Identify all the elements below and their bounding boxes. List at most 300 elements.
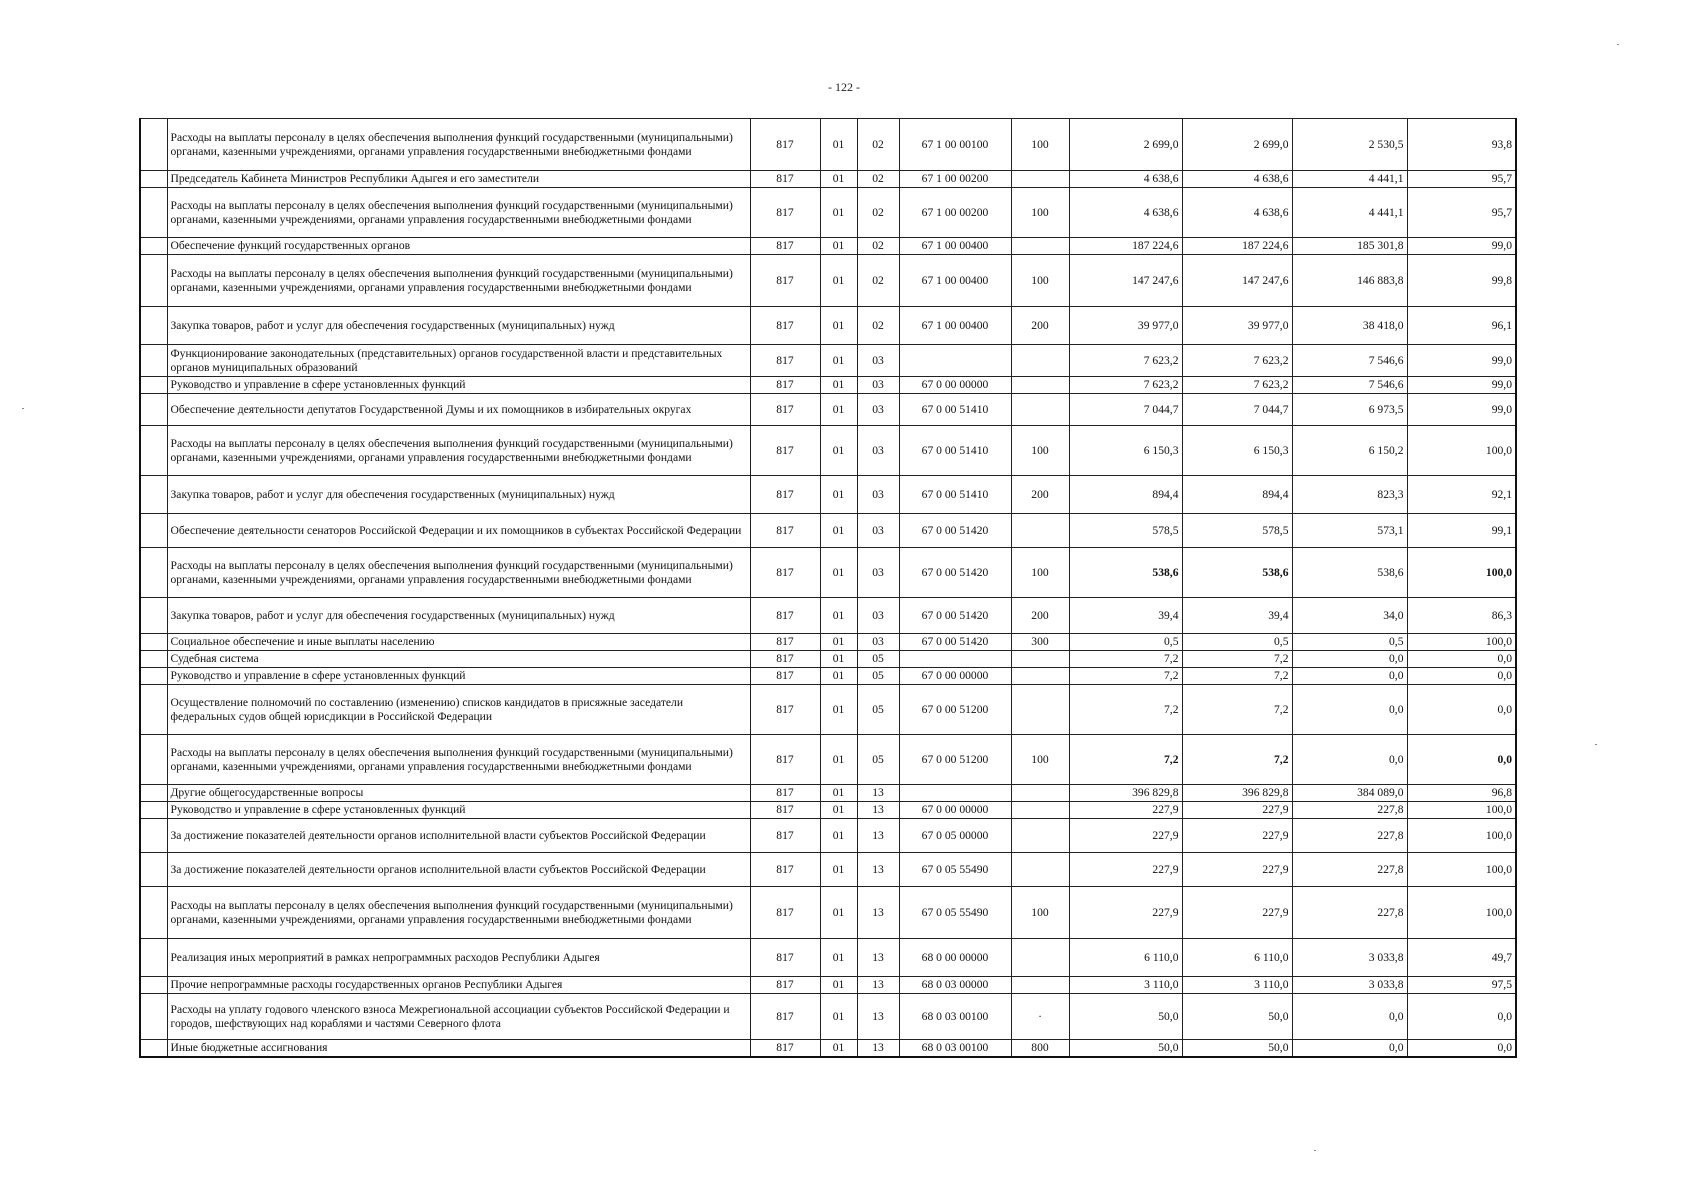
expense-type-cell: 100 xyxy=(1011,887,1069,939)
section-code-cell: 01 xyxy=(820,685,857,735)
department-code-cell: 817 xyxy=(750,785,820,802)
executed-amount-cell: 4 441,1 xyxy=(1292,171,1407,188)
section-code-cell: 01 xyxy=(820,307,857,345)
execution-percent-cell: 100,0 xyxy=(1407,802,1516,819)
expense-name-cell: Судебная система xyxy=(167,651,750,668)
table-row xyxy=(140,345,1516,377)
department-code-cell: 817 xyxy=(750,171,820,188)
plan-amount-cell: 6 150,3 xyxy=(1069,426,1182,476)
target-article-cell: 67 1 00 00400 xyxy=(899,238,1011,255)
executed-amount-cell: 0,0 xyxy=(1292,735,1407,785)
department-code-cell: 817 xyxy=(750,668,820,685)
subsection-code-cell: 13 xyxy=(857,853,899,887)
expense-name-cell: Прочие непрограммные расходы государственных органов Республики Адыгея xyxy=(167,977,750,994)
section-code-cell: 01 xyxy=(820,394,857,426)
table-row xyxy=(140,238,1516,255)
row-marker-cell xyxy=(140,476,167,514)
section-code-cell: 01 xyxy=(820,651,857,668)
plan-amount-cell: 7,2 xyxy=(1069,651,1182,668)
approved-amount-cell: 894,4 xyxy=(1182,476,1292,514)
executed-amount-cell: 34,0 xyxy=(1292,598,1407,634)
target-article-cell: 67 0 00 51200 xyxy=(899,685,1011,735)
table-row xyxy=(140,1040,1516,1058)
subsection-code-cell: 02 xyxy=(857,171,899,188)
target-article-cell: 67 0 00 51200 xyxy=(899,735,1011,785)
section-code-cell: 01 xyxy=(820,853,857,887)
subsection-code-cell: 02 xyxy=(857,119,899,171)
table-row xyxy=(140,307,1516,345)
execution-percent-cell: 100,0 xyxy=(1407,634,1516,651)
subsection-code-cell: 02 xyxy=(857,238,899,255)
table-row xyxy=(140,634,1516,651)
expense-type-cell: 100 xyxy=(1011,188,1069,238)
plan-amount-cell: 50,0 xyxy=(1069,1040,1182,1058)
executed-amount-cell: 0,0 xyxy=(1292,651,1407,668)
row-marker-cell xyxy=(140,598,167,634)
target-article-cell: 67 1 00 00200 xyxy=(899,171,1011,188)
row-marker-cell xyxy=(140,939,167,977)
target-article-cell: 67 0 00 51410 xyxy=(899,426,1011,476)
subsection-code-cell: 03 xyxy=(857,514,899,548)
executed-amount-cell: 0,0 xyxy=(1292,668,1407,685)
plan-amount-cell: 6 110,0 xyxy=(1069,939,1182,977)
approved-amount-cell: 227,9 xyxy=(1182,819,1292,853)
section-code-cell: 01 xyxy=(820,668,857,685)
approved-amount-cell: 147 247,6 xyxy=(1182,255,1292,307)
department-code-cell: 817 xyxy=(750,255,820,307)
approved-amount-cell: 227,9 xyxy=(1182,887,1292,939)
subsection-code-cell: 13 xyxy=(857,977,899,994)
department-code-cell: 817 xyxy=(750,188,820,238)
table-row xyxy=(140,853,1516,887)
department-code-cell: 817 xyxy=(750,994,820,1040)
expense-type-cell xyxy=(1011,514,1069,548)
expense-name-cell: За достижение показателей деятельности органов исполнительной власти субъектов Российской Федерации xyxy=(167,853,750,887)
table-row xyxy=(140,548,1516,598)
page-number: - 122 - xyxy=(828,80,860,94)
expense-name-cell: Закупка товаров, работ и услуг для обеспечения государственных (муниципальных) нужд xyxy=(167,307,750,345)
plan-amount-cell: 227,9 xyxy=(1069,853,1182,887)
plan-amount-cell: 147 247,6 xyxy=(1069,255,1182,307)
table-row xyxy=(140,785,1516,802)
execution-percent-cell: 96,8 xyxy=(1407,785,1516,802)
department-code-cell: 817 xyxy=(750,887,820,939)
expense-type-cell xyxy=(1011,819,1069,853)
execution-percent-cell: 0,0 xyxy=(1407,668,1516,685)
approved-amount-cell: 3 110,0 xyxy=(1182,977,1292,994)
approved-amount-cell: 396 829,8 xyxy=(1182,785,1292,802)
subsection-code-cell: 03 xyxy=(857,598,899,634)
row-marker-cell xyxy=(140,977,167,994)
expense-type-cell: 100 xyxy=(1011,119,1069,171)
execution-percent-cell: 99,0 xyxy=(1407,377,1516,394)
scan-speck xyxy=(1617,44,1619,45)
expense-type-cell xyxy=(1011,853,1069,887)
row-marker-cell xyxy=(140,514,167,548)
expense-name-cell: Обеспечение деятельности депутатов Государственной Думы и их помощников в избирательных округах xyxy=(167,394,750,426)
row-marker-cell xyxy=(140,819,167,853)
budget-table-body xyxy=(140,119,1516,1058)
row-marker-cell xyxy=(140,668,167,685)
section-code-cell: 01 xyxy=(820,819,857,853)
table-row xyxy=(140,819,1516,853)
plan-amount-cell: 7 623,2 xyxy=(1069,377,1182,394)
plan-amount-cell: 7,2 xyxy=(1069,685,1182,735)
expense-name-cell: Осуществление полномочий по составлению (изменению) списков кандидатов в присяжные заседатели федеральных судов общей юрисдикции в Российской Федерации xyxy=(167,685,750,735)
approved-amount-cell: 7 623,2 xyxy=(1182,345,1292,377)
subsection-code-cell: 13 xyxy=(857,887,899,939)
row-marker-cell xyxy=(140,188,167,238)
execution-percent-cell: 95,7 xyxy=(1407,188,1516,238)
expense-name-cell: Расходы на выплаты персоналу в целях обеспечения выполнения функций государственными (муниципальными) органами, казенными учреждениями, органами управления государственными внебюджетными фондами xyxy=(167,188,750,238)
executed-amount-cell: 384 089,0 xyxy=(1292,785,1407,802)
executed-amount-cell: 227,8 xyxy=(1292,802,1407,819)
target-article-cell: 67 0 05 00000 xyxy=(899,819,1011,853)
row-marker-cell xyxy=(140,887,167,939)
plan-amount-cell: 39,4 xyxy=(1069,598,1182,634)
executed-amount-cell: 146 883,8 xyxy=(1292,255,1407,307)
executed-amount-cell: 0,0 xyxy=(1292,1040,1407,1058)
plan-amount-cell: 39 977,0 xyxy=(1069,307,1182,345)
approved-amount-cell: 7,2 xyxy=(1182,685,1292,735)
department-code-cell: 817 xyxy=(750,476,820,514)
table-row xyxy=(140,994,1516,1040)
expense-type-cell xyxy=(1011,685,1069,735)
subsection-code-cell: 05 xyxy=(857,668,899,685)
approved-amount-cell: 50,0 xyxy=(1182,1040,1292,1058)
section-code-cell: 01 xyxy=(820,377,857,394)
executed-amount-cell: 227,8 xyxy=(1292,887,1407,939)
expense-name-cell: Расходы на выплаты персоналу в целях обеспечения выполнения функций государственными (муниципальными) органами, казенными учреждениями, органами управления государственными внебюджетными фондами xyxy=(167,426,750,476)
executed-amount-cell: 3 033,8 xyxy=(1292,939,1407,977)
executed-amount-cell: 227,8 xyxy=(1292,819,1407,853)
target-article-cell: 68 0 00 00000 xyxy=(899,939,1011,977)
approved-amount-cell: 7,2 xyxy=(1182,668,1292,685)
row-marker-cell xyxy=(140,651,167,668)
executed-amount-cell: 3 033,8 xyxy=(1292,977,1407,994)
row-marker-cell xyxy=(140,802,167,819)
section-code-cell: 01 xyxy=(820,939,857,977)
budget-table-container xyxy=(139,118,1517,1058)
target-article-cell xyxy=(899,345,1011,377)
plan-amount-cell: 187 224,6 xyxy=(1069,238,1182,255)
table-row xyxy=(140,887,1516,939)
subsection-code-cell: 02 xyxy=(857,307,899,345)
expense-name-cell: Расходы на выплаты персоналу в целях обеспечения выполнения функций государственными (муниципальными) органами, казенными учреждениями, органами управления государственными внебюджетными фондами xyxy=(167,548,750,598)
section-code-cell: 01 xyxy=(820,887,857,939)
execution-percent-cell: 100,0 xyxy=(1407,548,1516,598)
approved-amount-cell: 6 110,0 xyxy=(1182,939,1292,977)
row-marker-cell xyxy=(140,685,167,735)
section-code-cell: 01 xyxy=(820,994,857,1040)
plan-amount-cell: 50,0 xyxy=(1069,994,1182,1040)
target-article-cell: 67 0 00 51410 xyxy=(899,476,1011,514)
execution-percent-cell: 100,0 xyxy=(1407,819,1516,853)
expense-type-cell: 100 xyxy=(1011,735,1069,785)
approved-amount-cell: 2 699,0 xyxy=(1182,119,1292,171)
expense-name-cell: Руководство и управление в сфере установленных функций xyxy=(167,668,750,685)
department-code-cell: 817 xyxy=(750,345,820,377)
subsection-code-cell: 05 xyxy=(857,651,899,668)
subsection-code-cell: 03 xyxy=(857,426,899,476)
row-marker-cell xyxy=(140,548,167,598)
row-marker-cell xyxy=(140,345,167,377)
expense-name-cell: Расходы на выплаты персоналу в целях обеспечения выполнения функций государственными (муниципальными) органами, казенными учреждениями, органами управления государственными внебюджетными фондами xyxy=(167,735,750,785)
row-marker-cell xyxy=(140,1040,167,1058)
expense-type-cell xyxy=(1011,238,1069,255)
execution-percent-cell: 49,7 xyxy=(1407,939,1516,977)
expense-type-cell: 200 xyxy=(1011,307,1069,345)
row-marker-cell xyxy=(140,785,167,802)
subsection-code-cell: 13 xyxy=(857,819,899,853)
executed-amount-cell: 0,0 xyxy=(1292,994,1407,1040)
department-code-cell: 817 xyxy=(750,802,820,819)
scan-speck xyxy=(1314,1150,1316,1151)
expense-type-cell xyxy=(1011,377,1069,394)
department-code-cell: 817 xyxy=(750,853,820,887)
table-row xyxy=(140,668,1516,685)
executed-amount-cell: 538,6 xyxy=(1292,548,1407,598)
row-marker-cell xyxy=(140,307,167,345)
target-article-cell: 67 0 00 51420 xyxy=(899,548,1011,598)
execution-percent-cell: 96,1 xyxy=(1407,307,1516,345)
table-row xyxy=(140,255,1516,307)
plan-amount-cell: 396 829,8 xyxy=(1069,785,1182,802)
department-code-cell: 817 xyxy=(750,514,820,548)
execution-percent-cell: 0,0 xyxy=(1407,1040,1516,1058)
plan-amount-cell: 0,5 xyxy=(1069,634,1182,651)
department-code-cell: 817 xyxy=(750,307,820,345)
section-code-cell: 01 xyxy=(820,1040,857,1058)
subsection-code-cell: 03 xyxy=(857,634,899,651)
expense-type-cell xyxy=(1011,651,1069,668)
section-code-cell: 01 xyxy=(820,785,857,802)
target-article-cell: 67 0 00 51420 xyxy=(899,598,1011,634)
executed-amount-cell: 823,3 xyxy=(1292,476,1407,514)
expense-type-cell xyxy=(1011,939,1069,977)
table-row xyxy=(140,735,1516,785)
executed-amount-cell: 573,1 xyxy=(1292,514,1407,548)
target-article-cell xyxy=(899,651,1011,668)
expense-name-cell: Председатель Кабинета Министров Республики Адыгея и его заместители xyxy=(167,171,750,188)
department-code-cell: 817 xyxy=(750,377,820,394)
approved-amount-cell: 578,5 xyxy=(1182,514,1292,548)
expense-type-cell xyxy=(1011,785,1069,802)
department-code-cell: 817 xyxy=(750,1040,820,1058)
subsection-code-cell: 03 xyxy=(857,394,899,426)
execution-percent-cell: 86,3 xyxy=(1407,598,1516,634)
plan-amount-cell: 4 638,6 xyxy=(1069,171,1182,188)
subsection-code-cell: 13 xyxy=(857,802,899,819)
plan-amount-cell: 227,9 xyxy=(1069,887,1182,939)
table-row xyxy=(140,685,1516,735)
table-row xyxy=(140,188,1516,238)
execution-percent-cell: 100,0 xyxy=(1407,853,1516,887)
row-marker-cell xyxy=(140,426,167,476)
department-code-cell: 817 xyxy=(750,598,820,634)
expense-name-cell: Расходы на выплаты персоналу в целях обеспечения выполнения функций государственными (муниципальными) органами, казенными учреждениями, органами управления государственными внебюджетными фондами xyxy=(167,119,750,171)
executed-amount-cell: 185 301,8 xyxy=(1292,238,1407,255)
execution-percent-cell: 99,0 xyxy=(1407,238,1516,255)
expense-name-cell: Иные бюджетные ассигнования xyxy=(167,1040,750,1058)
subsection-code-cell: 05 xyxy=(857,685,899,735)
execution-percent-cell: 99,0 xyxy=(1407,345,1516,377)
row-marker-cell xyxy=(140,119,167,171)
subsection-code-cell: 13 xyxy=(857,994,899,1040)
approved-amount-cell: 7,2 xyxy=(1182,735,1292,785)
department-code-cell: 817 xyxy=(750,735,820,785)
plan-amount-cell: 7 044,7 xyxy=(1069,394,1182,426)
approved-amount-cell: 50,0 xyxy=(1182,994,1292,1040)
expense-type-cell: 100 xyxy=(1011,426,1069,476)
approved-amount-cell: 7 623,2 xyxy=(1182,377,1292,394)
expense-name-cell: Закупка товаров, работ и услуг для обеспечения государственных (муниципальных) нужд xyxy=(167,476,750,514)
department-code-cell: 817 xyxy=(750,685,820,735)
plan-amount-cell: 578,5 xyxy=(1069,514,1182,548)
target-article-cell: 67 0 05 55490 xyxy=(899,887,1011,939)
target-article-cell: 67 0 00 00000 xyxy=(899,668,1011,685)
expense-type-cell: 800 xyxy=(1011,1040,1069,1058)
table-row xyxy=(140,651,1516,668)
approved-amount-cell: 187 224,6 xyxy=(1182,238,1292,255)
executed-amount-cell: 7 546,6 xyxy=(1292,377,1407,394)
department-code-cell: 817 xyxy=(750,939,820,977)
table-row xyxy=(140,394,1516,426)
subsection-code-cell: 13 xyxy=(857,1040,899,1058)
row-marker-cell xyxy=(140,377,167,394)
section-code-cell: 01 xyxy=(820,514,857,548)
executed-amount-cell: 7 546,6 xyxy=(1292,345,1407,377)
target-article-cell: 67 0 05 55490 xyxy=(899,853,1011,887)
plan-amount-cell: 4 638,6 xyxy=(1069,188,1182,238)
subsection-code-cell: 02 xyxy=(857,188,899,238)
expense-type-cell: · xyxy=(1011,994,1069,1040)
row-marker-cell xyxy=(140,238,167,255)
scan-speck xyxy=(1595,744,1597,745)
expense-name-cell: Расходы на выплаты персоналу в целях обеспечения выполнения функций государственными (муниципальными) органами, казенными учреждениями, органами управления государственными внебюджетными фондами xyxy=(167,255,750,307)
table-row xyxy=(140,598,1516,634)
execution-percent-cell: 95,7 xyxy=(1407,171,1516,188)
expense-type-cell xyxy=(1011,977,1069,994)
department-code-cell: 817 xyxy=(750,819,820,853)
section-code-cell: 01 xyxy=(820,634,857,651)
section-code-cell: 01 xyxy=(820,977,857,994)
department-code-cell: 817 xyxy=(750,238,820,255)
table-row xyxy=(140,119,1516,171)
subsection-code-cell: 03 xyxy=(857,345,899,377)
section-code-cell: 01 xyxy=(820,345,857,377)
target-article-cell: 68 0 03 00100 xyxy=(899,1040,1011,1058)
department-code-cell: 817 xyxy=(750,426,820,476)
executed-amount-cell: 0,5 xyxy=(1292,634,1407,651)
row-marker-cell xyxy=(140,255,167,307)
target-article-cell: 67 0 00 00000 xyxy=(899,802,1011,819)
expense-name-cell: Расходы на уплату годового членского взноса Межрегиональной ассоциации субъектов Российской Федерации и городов, шефствующих над кораблями и частями Северного флота xyxy=(167,994,750,1040)
subsection-code-cell: 03 xyxy=(857,548,899,598)
section-code-cell: 01 xyxy=(820,735,857,785)
execution-percent-cell: 0,0 xyxy=(1407,994,1516,1040)
execution-percent-cell: 97,5 xyxy=(1407,977,1516,994)
execution-percent-cell: 99,1 xyxy=(1407,514,1516,548)
section-code-cell: 01 xyxy=(820,548,857,598)
expense-name-cell: Обеспечение функций государственных органов xyxy=(167,238,750,255)
approved-amount-cell: 39,4 xyxy=(1182,598,1292,634)
expense-name-cell: Расходы на выплаты персоналу в целях обеспечения выполнения функций государственными (муниципальными) органами, казенными учреждениями, органами управления государственными внебюджетными фондами xyxy=(167,887,750,939)
section-code-cell: 01 xyxy=(820,476,857,514)
plan-amount-cell: 894,4 xyxy=(1069,476,1182,514)
approved-amount-cell: 0,5 xyxy=(1182,634,1292,651)
expense-name-cell: За достижение показателей деятельности органов исполнительной власти субъектов Российской Федерации xyxy=(167,819,750,853)
target-article-cell: 67 1 00 00200 xyxy=(899,188,1011,238)
expense-name-cell: Функционирование законодательных (представительных) органов государственной власти и представительных органов муниципальных образований xyxy=(167,345,750,377)
department-code-cell: 817 xyxy=(750,119,820,171)
expense-type-cell xyxy=(1011,171,1069,188)
expense-name-cell: Руководство и управление в сфере установленных функций xyxy=(167,377,750,394)
approved-amount-cell: 4 638,6 xyxy=(1182,188,1292,238)
approved-amount-cell: 39 977,0 xyxy=(1182,307,1292,345)
subsection-code-cell: 03 xyxy=(857,476,899,514)
execution-percent-cell: 99,0 xyxy=(1407,394,1516,426)
execution-percent-cell: 100,0 xyxy=(1407,426,1516,476)
department-code-cell: 817 xyxy=(750,634,820,651)
expense-type-cell: 300 xyxy=(1011,634,1069,651)
section-code-cell: 01 xyxy=(820,238,857,255)
department-code-cell: 817 xyxy=(750,548,820,598)
target-article-cell: 68 0 03 00000 xyxy=(899,977,1011,994)
table-row xyxy=(140,171,1516,188)
department-code-cell: 817 xyxy=(750,977,820,994)
expense-name-cell: Руководство и управление в сфере установленных функций xyxy=(167,802,750,819)
table-row xyxy=(140,939,1516,977)
row-marker-cell xyxy=(140,853,167,887)
section-code-cell: 01 xyxy=(820,119,857,171)
expense-name-cell: Обеспечение деятельности сенаторов Российской Федерации и их помощников в субъектах Российской Федерации xyxy=(167,514,750,548)
target-article-cell: 67 1 00 00100 xyxy=(899,119,1011,171)
target-article-cell: 68 0 03 00100 xyxy=(899,994,1011,1040)
execution-percent-cell: 99,8 xyxy=(1407,255,1516,307)
plan-amount-cell: 7,2 xyxy=(1069,668,1182,685)
expense-type-cell: 100 xyxy=(1011,255,1069,307)
expense-type-cell xyxy=(1011,394,1069,426)
execution-percent-cell: 0,0 xyxy=(1407,651,1516,668)
section-code-cell: 01 xyxy=(820,188,857,238)
executed-amount-cell: 0,0 xyxy=(1292,685,1407,735)
row-marker-cell xyxy=(140,171,167,188)
plan-amount-cell: 3 110,0 xyxy=(1069,977,1182,994)
approved-amount-cell: 4 638,6 xyxy=(1182,171,1292,188)
expense-type-cell: 200 xyxy=(1011,476,1069,514)
target-article-cell: 67 0 00 51420 xyxy=(899,634,1011,651)
target-article-cell: 67 0 00 51410 xyxy=(899,394,1011,426)
target-article-cell: 67 0 00 51420 xyxy=(899,514,1011,548)
execution-percent-cell: 100,0 xyxy=(1407,887,1516,939)
section-code-cell: 01 xyxy=(820,255,857,307)
executed-amount-cell: 6 973,5 xyxy=(1292,394,1407,426)
expense-name-cell: Другие общегосударственные вопросы xyxy=(167,785,750,802)
expense-type-cell: 100 xyxy=(1011,548,1069,598)
table-row xyxy=(140,802,1516,819)
row-marker-cell xyxy=(140,394,167,426)
row-marker-cell xyxy=(140,994,167,1040)
plan-amount-cell: 227,9 xyxy=(1069,819,1182,853)
plan-amount-cell: 2 699,0 xyxy=(1069,119,1182,171)
table-row xyxy=(140,977,1516,994)
execution-percent-cell: 0,0 xyxy=(1407,685,1516,735)
plan-amount-cell: 7,2 xyxy=(1069,735,1182,785)
expense-name-cell: Закупка товаров, работ и услуг для обеспечения государственных (муниципальных) нужд xyxy=(167,598,750,634)
subsection-code-cell: 13 xyxy=(857,939,899,977)
subsection-code-cell: 05 xyxy=(857,735,899,785)
